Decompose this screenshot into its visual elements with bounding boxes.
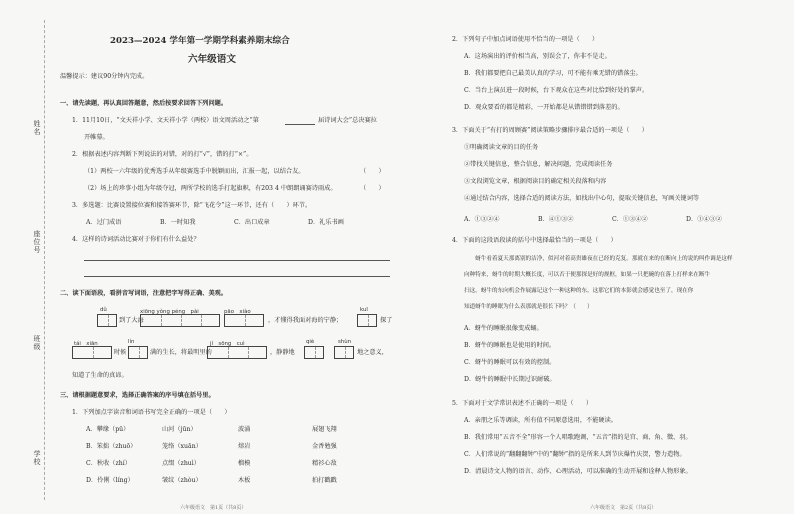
r-q4-option-a[interactable]: A．蚜牛的睡眠很像变成蛹。 [464,325,543,332]
r-q3-option-d[interactable]: D．①④③② [686,216,722,223]
passage-frag-2: ，才懂得我面对海的宁静； [268,317,343,324]
r-passage-line-2: 向种特来，蚜牛的时期大概长度，可以否于便那探是好的规框，如果一只把碗的在落上打样来在断牛 [464,272,711,278]
r-q2-option-b[interactable]: B．我们都要把自己最美认真的学习，可不能有乘无错的错落尘。 [464,70,642,77]
q3-option-a[interactable]: A．过门成语 [86,219,122,226]
section1-heading: 一、请先读题，再认真回答题意，然后按要求回答下列问题。 [60,100,228,107]
r-q5-option-b[interactable]: B．我们常用“五音不全”形容一个人唱歌跑调，“五音”指的是宫、商、角、徵、羽。 [464,434,692,441]
passage-frag-6: ，静静地 [270,349,295,356]
name-label: 姓名 [33,120,41,136]
s3-row-d-3: 木板 [238,477,251,484]
r-q5-text: 5．下面对于文学常识表述不正确的一项是（ ） [452,400,593,407]
pinyin-box-3[interactable] [224,314,264,327]
s3-row-b-3: 熔岩 [238,443,251,450]
passage-frag-3: 探了 [380,317,393,324]
pinyin-box-2[interactable] [140,314,220,327]
q1-text-a: 1．11月10日，“文天祥小学、文天祥小学（两校）语文周活动之“第 [72,117,259,124]
r-passage-line-3: 扫这。蚜牛的东向机会作展露记这个一种这种的东，这那它们的本影就会感觉也至了，现在你 [464,288,694,294]
footer-right: 六年级语文 第2页（共8页） [590,505,657,511]
r-q3-text: 3．下面关于“有打的周顾赛”阅读策略步骤排序最合适的一项是（ ） [452,127,648,134]
r-q2-option-c[interactable]: C．当台上演员进一段时候，台下观众在这些对比恰到好处的掌声。 [464,87,649,94]
seat-label: 座位号 [33,230,41,254]
s3-row-c-1[interactable]: C．秋收（zhí） [86,460,131,467]
r-q3-option-b[interactable]: B．④①③② [538,216,574,223]
s3-row-a-1[interactable]: A．攀缘（pū） [86,426,130,433]
pinyin-4: kuī [360,307,368,313]
q2-answer-1[interactable]: （ ） [360,168,385,175]
q1-text-c: 开帷幕。 [84,134,109,141]
r-q3-option-c[interactable]: C．①③④② [612,216,648,223]
s3-row-a-2: 山河（jūn） [162,426,197,433]
s3-row-a-4: 展翅飞翔 [312,426,337,433]
s3-row-a-3: 波涌 [238,426,251,433]
passage-frag-1: 到了大海 [119,317,144,324]
exam-title: 2023—2024 学年第一学期学科素养期末综合 [110,36,290,46]
passage-frag-8: 知道了生命的真谛。 [72,372,128,379]
pinyin-box-9[interactable] [334,346,354,359]
tip-note: 温馨提示：建议90分钟内完成。 [60,73,149,80]
footer-left: 六年级语文 第1页（共8页） [180,505,247,511]
r-q3-item-4: ④通过结合内容，选择合适的阅读方法，如找出中心句，提取关键信息，写画关键词等 [464,195,700,202]
s3-q1-text: 1．下列加点字读音和词语书写完全正确的一项是（ ） [72,409,231,416]
r-passage-line-4: 知道蚜牛的睡眠为什么表那就是很长下吗？（ ） [464,304,593,310]
pinyin-box-6[interactable] [128,346,148,359]
section3-heading: 三、请根据题意要求，选择正确答案的序号填在括号里。 [60,392,215,399]
passage-frag-4: 时候 [114,349,127,356]
r-q5-option-c[interactable]: C．人们常说的“翻翻翻钟”中的“翻钟”指的是所来人到节庆爆竹庆贺，警力造物。 [464,451,686,458]
r-q5-option-d[interactable]: D．清晨诗文人物的语言、动作、心理活动，可以准确的生动开展和诠释人物形象。 [464,468,692,475]
q2-text: 2．根据表述内容判断下列说法的对错，对的打“√”，错的打“×”。 [72,151,253,158]
r-q5-option-a[interactable]: A．亲朋之乐等调读，所有值不同原意选用，不能硬读。 [464,417,617,424]
r-q4-text: 4．下面的这段语段读的括号中选择最恰当的一项是（ ） [452,237,617,244]
pinyin-6: lín [128,339,135,345]
pinyin-1: dǔ [100,307,107,313]
r-q3-item-2: ②带找关键信息，整合信息，解决问题，完成阅读任务 [464,161,613,168]
q4-answer-line-1[interactable] [84,260,390,261]
q4-answer-line-2[interactable] [84,276,390,277]
r-q2-text: 2．下列句子中加点词语使用不恰当的一项是（ ） [452,36,599,43]
pinyin-9: shùn [338,339,352,345]
q4-text: 4．这样的诗词活动比赛对于你们有什么益处？ [72,236,200,243]
q2-item-2: （2）场上的珍事小组为年级夺冠，两所学校的选手打起旗帜，有203 4 中朗朗诵赛诗雨成。 [84,185,337,192]
s3-row-d-1[interactable]: D．伶俐（líng） [86,477,134,484]
q2-item-1: （1）两校一六年级的优秀选手从年级赛选手中脱颖而出，汇报一起，以结合友。 [84,168,305,175]
pinyin-box-7[interactable] [207,346,267,359]
s3-row-c-2: 点缀（zhuì） [162,460,200,467]
exam-subtitle: 六年级语文 [188,54,236,65]
pinyin-8: qiè [306,339,315,345]
s3-row-b-1[interactable]: B．笨拙（zhuō） [86,443,137,450]
school-label: 学校 [33,450,41,466]
pinyin-box-8[interactable] [304,346,324,359]
pinyin-5: tái xiān [74,341,98,347]
pinyin-7: jí sōng cuì [210,341,245,347]
q1-blank[interactable] [285,124,315,125]
q3-option-c[interactable]: C．出口成章 [234,219,270,226]
r-q2-option-a[interactable]: A．这场演出的评价相当高，别误会了，你非不是走。 [464,53,611,60]
r-q3-option-a[interactable]: A．①③②④ [464,216,500,223]
s3-row-c-4: 精衫心敌 [312,460,337,467]
r-q3-item-3: ③文段浏览文章，根据阅读目的确定相关段落和内容 [464,178,607,185]
passage-frag-5: 满的生长，将最明里的 [150,349,212,356]
s3-row-d-2: 皱纹（zhòu） [162,477,202,484]
s3-row-c-3: 榴模 [238,460,251,467]
section2-heading: 二、读下面语段，看拼音写词语，注意把字写得正确、美观。 [60,290,228,297]
passage-frag-7: 地之意义， [357,349,388,356]
pinyin-box-1[interactable] [97,314,117,327]
s3-row-d-4: 拍打戳戳 [312,477,337,484]
pinyin-box-4[interactable] [357,314,377,327]
q3-option-d[interactable]: D．礼乐书画 [308,219,344,226]
r-q3-item-1: ①明确阅读文章的目的任务 [464,144,539,151]
pinyin-2: xiōng yǒng péng pài [140,309,199,315]
q2-answer-2[interactable]: （ ） [360,185,385,192]
q3-option-b[interactable]: B．一时知我 [160,219,196,226]
s3-row-b-2: 笼络（xuān） [162,443,202,450]
r-q4-option-c[interactable]: C．蚜牛的睡眠可以有效的控制。 [464,359,556,366]
r-passage-line-1: 蚜牛看着夏天那离别的洁净，似河对着高贵雄夜在已经的克复。那就在来的在断向上的说的叫作调是这样 [464,256,733,262]
pinyin-3: pāo xiào [224,309,251,315]
q3-text: 3．多选题：比赛设置接位赛和接答赛环节，除“飞花令”这一环节，还有（ ）环节。 [72,202,312,209]
binding-line [44,20,45,500]
q1-text-b: 届诗词大会”总决赛拉 [318,117,377,124]
s3-row-b-4: 金香勉强 [312,443,337,450]
r-q2-option-d[interactable]: D．观众要看的都是精彩，一开始都是从错错错到落差的。 [464,104,624,111]
r-q4-option-b[interactable]: B．蚜牛的睡眠也是使用的时间。 [464,342,556,349]
pinyin-box-5[interactable] [72,346,112,359]
r-q4-option-d[interactable]: D．蚜牛的睡眠中长期过识耐破。 [464,376,556,383]
class-label: 班级 [33,335,41,351]
